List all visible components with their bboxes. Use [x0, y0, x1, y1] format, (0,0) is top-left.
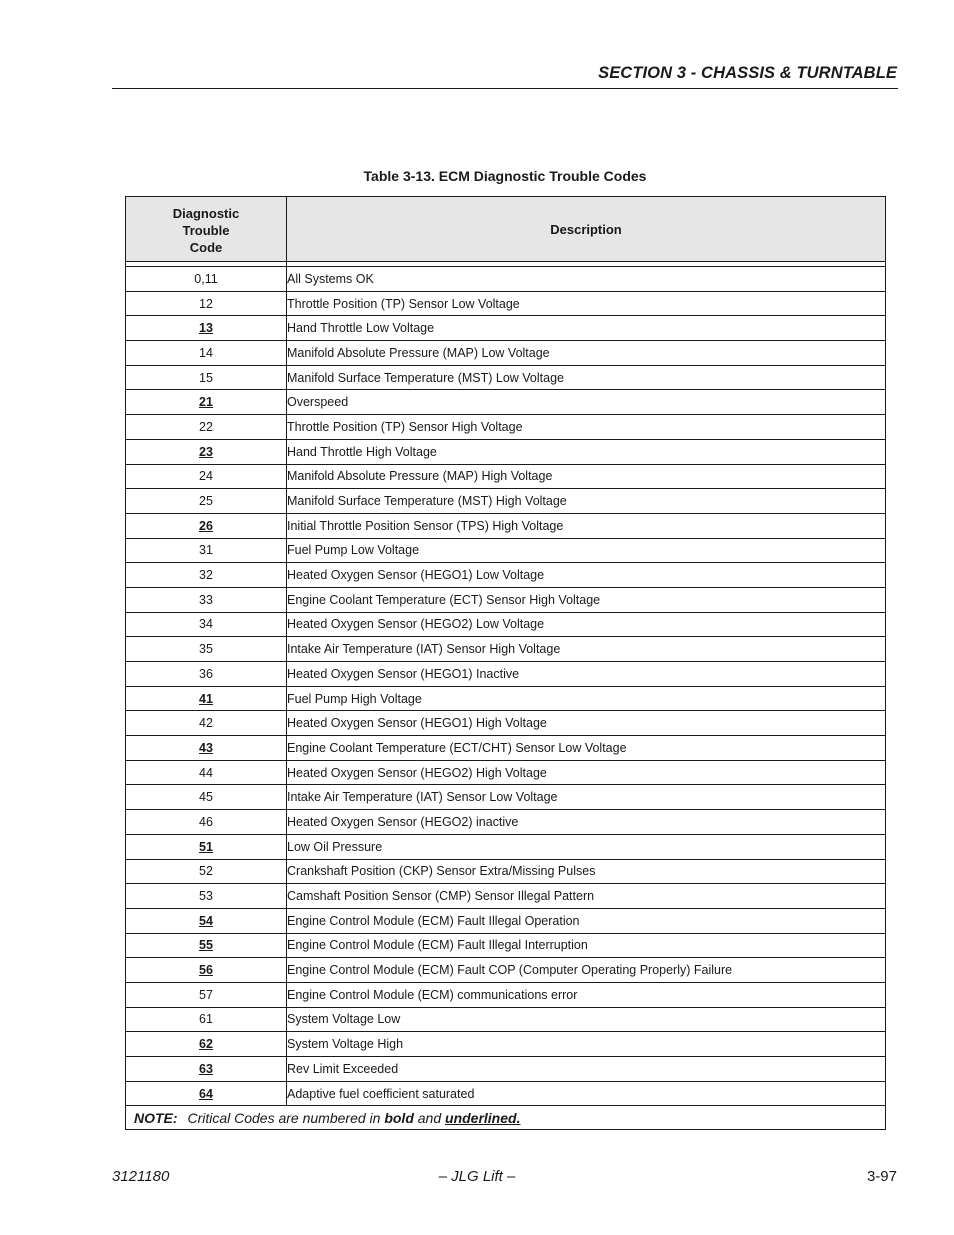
trouble-code-cell: 25 — [126, 489, 287, 514]
description-cell: Engine Control Module (ECM) Fault COP (Computer Operating Properly) Failure — [287, 958, 886, 983]
trouble-code-cell: 55 — [126, 933, 287, 958]
description-cell: Intake Air Temperature (IAT) Sensor Low Voltage — [287, 785, 886, 810]
trouble-code-cell: 13 — [126, 316, 287, 341]
trouble-code-cell: 43 — [126, 736, 287, 761]
table-row — [126, 390, 886, 415]
trouble-code-cell: 0,11 — [126, 267, 287, 292]
description-cell: Manifold Surface Temperature (MST) High Voltage — [287, 489, 886, 514]
description-cell: Manifold Absolute Pressure (MAP) Low Voltage — [287, 341, 886, 366]
description-cell: Low Oil Pressure — [287, 834, 886, 859]
table-row — [126, 563, 886, 588]
note-row — [126, 1106, 886, 1130]
doc-number: 3121180 — [112, 1168, 170, 1185]
description-cell: Hand Throttle Low Voltage — [287, 316, 886, 341]
trouble-code-cell: 57 — [126, 982, 287, 1007]
description-cell: Heated Oxygen Sensor (HEGO1) High Voltage — [287, 711, 886, 736]
description-cell: Manifold Surface Temperature (MST) Low Voltage — [287, 365, 886, 390]
note-label: NOTE: — [134, 1109, 178, 1126]
table-row — [126, 884, 886, 909]
table-row — [126, 810, 886, 835]
trouble-code-cell: 41 — [126, 686, 287, 711]
table-row — [126, 958, 886, 983]
trouble-code-cell: 46 — [126, 810, 287, 835]
table-row — [126, 291, 886, 316]
table-title: Table 3-13. ECM Diagnostic Trouble Codes — [363, 168, 647, 184]
description-cell: Engine Coolant Temperature (ECT) Sensor High Voltage — [287, 587, 886, 612]
table-row — [126, 415, 886, 440]
note-cell — [126, 1106, 886, 1130]
table-row — [126, 637, 886, 662]
trouble-code-cell: 22 — [126, 415, 287, 440]
table-row — [126, 612, 886, 637]
trouble-code-cell: 56 — [126, 958, 287, 983]
code-column-header — [126, 197, 287, 262]
description-cell: Engine Control Module (ECM) communications error — [287, 982, 886, 1007]
table-row — [126, 982, 886, 1007]
table-row — [126, 760, 886, 785]
description-cell: Heated Oxygen Sensor (HEGO1) Low Voltage — [287, 563, 886, 588]
trouble-code-cell: 54 — [126, 908, 287, 933]
table-row — [126, 662, 886, 687]
section-title: SECTION 3 - CHASSIS & TURNTABLE — [598, 64, 897, 82]
table-row — [126, 686, 886, 711]
table-row — [126, 1007, 886, 1032]
description-cell: Engine Coolant Temperature (ECT/CHT) Sensor Low Voltage — [287, 736, 886, 761]
trouble-code-cell: 21 — [126, 390, 287, 415]
description-cell: Fuel Pump Low Voltage — [287, 538, 886, 563]
table-row — [126, 267, 886, 292]
trouble-code-cell: 52 — [126, 859, 287, 884]
trouble-code-cell: 36 — [126, 662, 287, 687]
table-header-row — [126, 197, 886, 262]
table-row — [126, 908, 886, 933]
description-cell: System Voltage High — [287, 1032, 886, 1057]
trouble-code-cell: 63 — [126, 1057, 287, 1082]
table-row — [126, 711, 886, 736]
description-column-header: Description — [287, 197, 886, 262]
table-row — [126, 1032, 886, 1057]
table-row — [126, 834, 886, 859]
table-body — [126, 262, 886, 1106]
trouble-code-cell: 26 — [126, 513, 287, 538]
note-underlined-word: underlined. — [445, 1109, 521, 1126]
trouble-code-cell: 35 — [126, 637, 287, 662]
trouble-code-cell: 61 — [126, 1007, 287, 1032]
description-cell: Rev Limit Exceeded — [287, 1057, 886, 1082]
trouble-code-cell: 45 — [126, 785, 287, 810]
code-header-line2: Trouble — [182, 222, 230, 238]
trouble-code-cell: 34 — [126, 612, 287, 637]
trouble-code-cell: 32 — [126, 563, 287, 588]
table-row — [126, 587, 886, 612]
note-bold-word: bold — [384, 1109, 414, 1126]
table-row — [126, 538, 886, 563]
description-cell: Heated Oxygen Sensor (HEGO2) inactive — [287, 810, 886, 835]
description-cell: Throttle Position (TP) Sensor High Voltage — [287, 415, 886, 440]
description-cell: System Voltage Low — [287, 1007, 886, 1032]
table-row — [126, 933, 886, 958]
trouble-code-cell: 15 — [126, 365, 287, 390]
table-row — [126, 859, 886, 884]
description-cell: Initial Throttle Position Sensor (TPS) High Voltage — [287, 513, 886, 538]
description-cell: All Systems OK — [287, 267, 886, 292]
note-text-middle: and — [417, 1109, 442, 1126]
trouble-code-cell: 64 — [126, 1081, 287, 1106]
table-row — [126, 489, 886, 514]
trouble-code-cell: 51 — [126, 834, 287, 859]
trouble-code-cell: 24 — [126, 464, 287, 489]
trouble-code-cell: 33 — [126, 587, 287, 612]
description-cell: Intake Air Temperature (IAT) Sensor High Voltage — [287, 637, 886, 662]
table-row — [126, 464, 886, 489]
trouble-code-cell: 62 — [126, 1032, 287, 1057]
trouble-code-cell: 53 — [126, 884, 287, 909]
description-cell: Camshaft Position Sensor (CMP) Sensor Illegal Pattern — [287, 884, 886, 909]
table-row — [126, 439, 886, 464]
trouble-code-cell: 44 — [126, 760, 287, 785]
table-row — [126, 513, 886, 538]
note-text-before: Critical Codes are numbered in — [187, 1109, 381, 1126]
table-row — [126, 736, 886, 761]
description-cell: Hand Throttle High Voltage — [287, 439, 886, 464]
description-cell: Heated Oxygen Sensor (HEGO2) Low Voltage — [287, 612, 886, 637]
header-divider — [112, 88, 898, 89]
trouble-code-cell: 12 — [126, 291, 287, 316]
description-cell: Fuel Pump High Voltage — [287, 686, 886, 711]
table-row — [126, 341, 886, 366]
description-cell: Engine Control Module (ECM) Fault Illegal Interruption — [287, 933, 886, 958]
description-cell: Adaptive fuel coefficient saturated — [287, 1081, 886, 1106]
dtc-table — [125, 196, 886, 1130]
table-row — [126, 1081, 886, 1106]
footer-brand: – JLG Lift – — [438, 1168, 516, 1185]
code-header-line1: Diagnostic — [172, 205, 240, 221]
table-row — [126, 1057, 886, 1082]
description-cell: Engine Control Module (ECM) Fault Illegal Operation — [287, 908, 886, 933]
table-row — [126, 785, 886, 810]
trouble-code-cell: 14 — [126, 341, 287, 366]
trouble-code-cell: 31 — [126, 538, 287, 563]
trouble-code-cell: 23 — [126, 439, 287, 464]
table-row — [126, 365, 886, 390]
trouble-code-cell: 42 — [126, 711, 287, 736]
description-cell: Heated Oxygen Sensor (HEGO2) High Voltage — [287, 760, 886, 785]
description-cell: Manifold Absolute Pressure (MAP) High Voltage — [287, 464, 886, 489]
description-cell: Crankshaft Position (CKP) Sensor Extra/Missing Pulses — [287, 859, 886, 884]
table-row — [126, 316, 886, 341]
description-cell: Throttle Position (TP) Sensor Low Voltage — [287, 291, 886, 316]
description-cell: Overspeed — [287, 390, 886, 415]
description-cell: Heated Oxygen Sensor (HEGO1) Inactive — [287, 662, 886, 687]
page-number: 3-97 — [866, 1168, 897, 1185]
code-header-line3: Code — [189, 239, 223, 255]
